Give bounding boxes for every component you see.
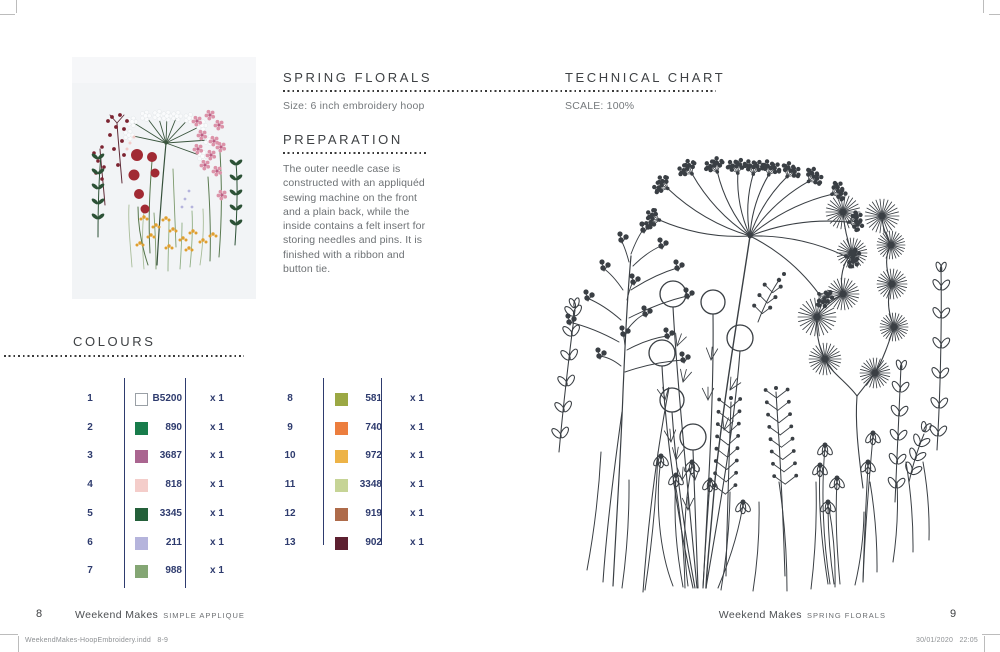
- colour-code: 919: [365, 507, 382, 519]
- embroidery-photo-art: [72, 57, 256, 299]
- crop-mark: [989, 14, 1000, 15]
- colour-quantity: x 1: [410, 479, 424, 491]
- crop-mark: [983, 0, 984, 13]
- colour-quantity: x 1: [210, 421, 224, 433]
- colour-number: 2: [87, 421, 93, 433]
- left-footer: [75, 609, 245, 621]
- technical-chart-drawing: [525, 150, 980, 595]
- colour-quantity: x 1: [210, 565, 224, 577]
- colour-code: 3345: [159, 507, 182, 519]
- left-footer-brand: Weekend Makes: [75, 609, 159, 621]
- colour-quantity: x 1: [410, 450, 424, 462]
- colour-row: [272, 529, 442, 558]
- colour-number: 4: [87, 479, 93, 491]
- colour-code: 988: [165, 565, 182, 577]
- colour-table-right: [272, 378, 442, 590]
- colour-code: 890: [165, 421, 182, 433]
- left-footer-section: SIMPLE APPLIQUE: [163, 611, 245, 620]
- colour-number: 9: [287, 421, 293, 433]
- colour-code: 211: [165, 536, 182, 548]
- colour-code: 740: [365, 421, 382, 433]
- crop-mark: [16, 0, 17, 13]
- print-datetime: 30/01/2020 22:05: [916, 637, 978, 644]
- crop-mark: [0, 634, 18, 635]
- colour-number: 8: [287, 393, 293, 404]
- colour-number: 1: [87, 393, 93, 404]
- heading-dotted-rule: [283, 90, 716, 92]
- right-footer-brand: Weekend Makes: [718, 609, 802, 621]
- colour-quantity: x 1: [410, 507, 424, 519]
- colour-row: [272, 471, 442, 500]
- colour-number: 5: [87, 507, 93, 519]
- colour-row: [272, 442, 442, 471]
- colour-row: [72, 471, 242, 500]
- colour-row: [72, 500, 242, 529]
- colours-heading: COLOURS: [73, 334, 156, 349]
- colour-quantity: x 1: [210, 393, 224, 404]
- colour-number: 3: [87, 450, 93, 462]
- colour-quantity: x 1: [410, 393, 424, 404]
- crop-mark: [18, 636, 19, 652]
- colour-row: [72, 385, 242, 414]
- left-page-number: 8: [36, 608, 43, 620]
- colour-quantity: x 1: [210, 536, 224, 548]
- scale-note: SCALE: 100%: [565, 100, 635, 112]
- right-footer: [640, 609, 886, 621]
- colour-code: 902: [365, 536, 382, 548]
- colour-quantity: x 1: [210, 507, 224, 519]
- colour-quantity: x 1: [410, 421, 424, 433]
- colour-code: 581: [365, 393, 382, 404]
- colour-code: 3687: [159, 450, 182, 462]
- technical-chart-art: [525, 150, 980, 595]
- right-page-title: TECHNICAL CHART: [565, 70, 726, 85]
- right-footer-section: SPRING FLORALS: [806, 611, 886, 620]
- colour-number: 6: [87, 536, 93, 548]
- colour-table-left: [72, 378, 242, 590]
- left-page-title: SPRING FLORALS: [283, 70, 433, 85]
- colour-row: [72, 442, 242, 471]
- colour-number: 13: [284, 536, 296, 548]
- colour-row: [72, 557, 242, 586]
- colour-number: 11: [284, 479, 296, 491]
- colour-number: 12: [284, 507, 296, 519]
- colour-row: [272, 500, 442, 529]
- preparation-dotted-rule: [283, 152, 427, 154]
- colours-dotted-rule: [4, 355, 244, 357]
- preparation-heading: PREPARATION: [283, 132, 403, 147]
- colour-quantity: x 1: [210, 450, 224, 462]
- colour-quantity: x 1: [410, 536, 424, 548]
- colour-number: 10: [284, 450, 296, 462]
- colour-code: B5200: [152, 393, 182, 404]
- colour-row: [72, 414, 242, 443]
- embroidery-photo: [72, 57, 256, 299]
- colour-number: 7: [87, 565, 93, 577]
- colour-code: 3348: [359, 479, 382, 491]
- size-note: Size: 6 inch embroidery hoop: [283, 100, 425, 112]
- right-page-number: 9: [950, 608, 957, 620]
- crop-mark: [984, 636, 985, 652]
- crop-mark: [0, 14, 15, 15]
- colour-row: [272, 414, 442, 443]
- preparation-body: The outer needle case is constructed with an appliquéd sewing machine on the front and a plain back, while the inside contains a felt insert for storing needles and pins. It is finished with a ribbon and button tie.: [283, 163, 426, 276]
- colour-row: [272, 385, 442, 414]
- colour-quantity: x 1: [210, 479, 224, 491]
- print-file-info: WeekendMakes-HoopEmbroidery.indd 8-9: [25, 637, 169, 644]
- colour-row: [72, 529, 242, 558]
- colour-code: 972: [365, 450, 382, 462]
- colour-code: 818: [165, 479, 182, 491]
- crop-mark: [982, 634, 1000, 635]
